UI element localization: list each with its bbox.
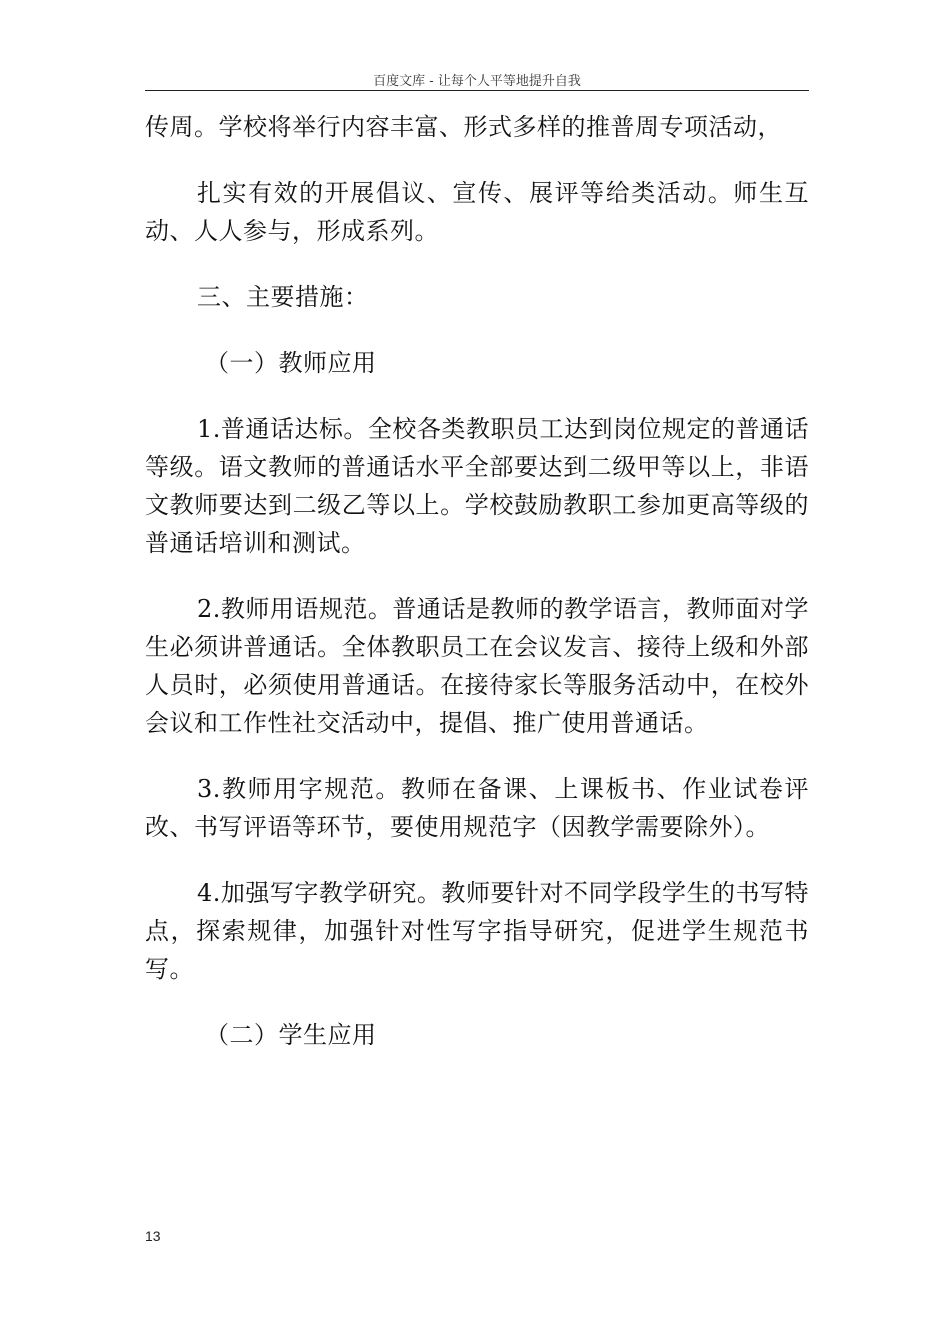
page-header — [145, 70, 809, 91]
paragraph-item-3: 3.教师用字规范。教师在备课、上课板书、作业试卷评改、书写评语等环节，要使用规范字（因教学需要除外）。 — [145, 775, 809, 841]
subsection-heading-students: （二）学生应用 — [205, 1021, 377, 1049]
paragraph-item-1: 1.普通话达标。全校各类教职员工达到岗位规定的普通话等级。语文教师的普通话水平全部要达到二级甲等以上，非语文教师要达到二级乙等以上。学校鼓励教职工参加更高等级的普通话培训和测试。 — [145, 415, 809, 557]
document-body — [145, 108, 809, 1082]
subsection-heading-teachers: （一）教师应用 — [205, 349, 377, 377]
header-text: 百度文库 - 让每个人平等地提升自我 — [373, 74, 581, 89]
page-number: 13 — [145, 1228, 161, 1244]
paragraph-activities: 扎实有效的开展倡议、宣传、展评等给类活动。师生互动、人人参与，形成系列。 — [145, 179, 809, 245]
paragraph-item-2: 2.教师用语规范。普通话是教师的教学语言，教师面对学生必须讲普通话。全体教职员工在会议发言、接待上级和外部人员时，必须使用普通话。在接待家长等服务活动中，在校外会议和工作性社交活动中，提倡、推广使用普通话。 — [145, 595, 809, 737]
section-heading-measures: 三、主要措施： — [197, 283, 369, 311]
paragraph-continuation: 传周。学校将举行内容丰富、形式多样的推普周专项活动， — [145, 113, 782, 141]
paragraph-item-4: 4.加强写字教学研究。教师要针对不同学段学生的书写特点，探索规律，加强针对性写字指导研究，促进学生规范书写。 — [145, 879, 809, 983]
